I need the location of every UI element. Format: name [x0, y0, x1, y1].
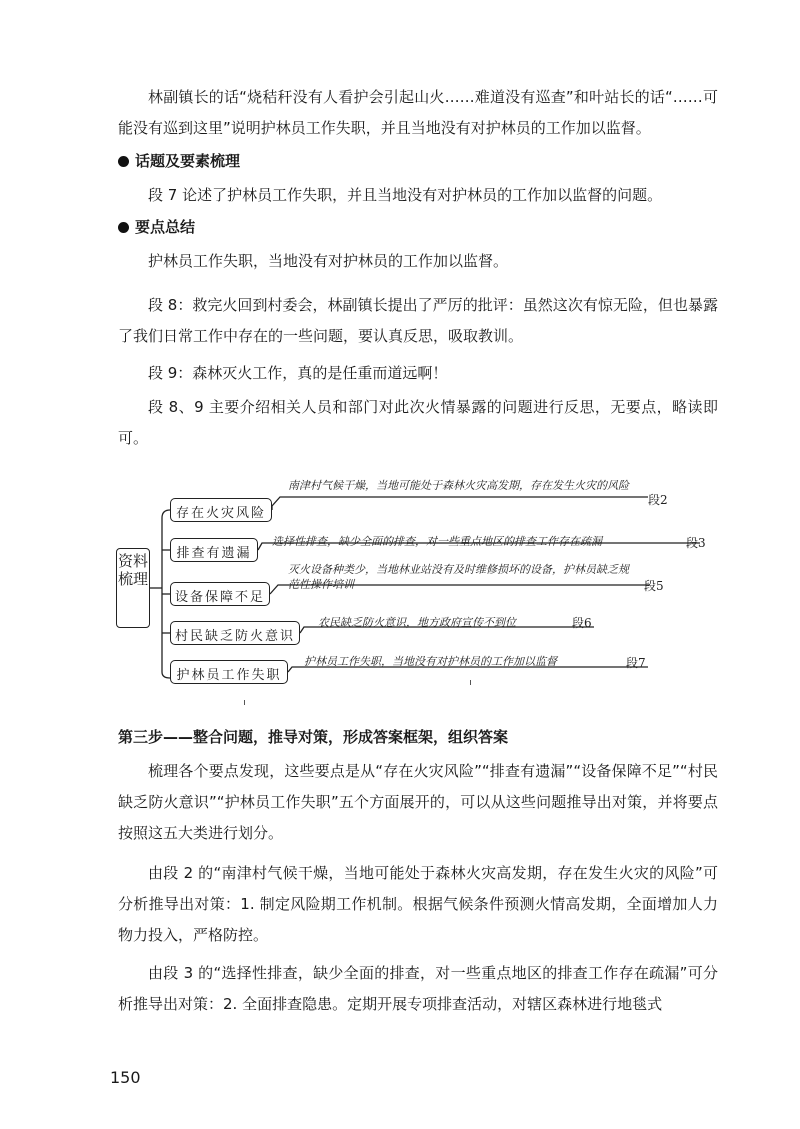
heading-summary-text: 要点总结	[135, 218, 196, 236]
branch-text-villagers: 农民缺乏防火意识，地方政府宣传不到位	[318, 616, 516, 629]
paragraph-8: 由段 2 的“南津村气候干燥，当地可能处于森林火灾高发期，存在发生火灾的风险”可分析推导出对策：1. 制定风险期工作机制。根据气候条件预测火情高发期，全面增加人力物力投入，严格防控。	[118, 864, 718, 944]
branch-text-fire-risk: 南津村气候干燥，当地可能处于森林火灾高发期，存在发生火灾的风险	[288, 479, 629, 492]
heading-topic-text: 话题及要素梳理	[135, 152, 241, 170]
paragraph-6: 段 8、9 主要介绍相关人员和部门对此次火情暴露的问题进行反思，无要点，略读即可。	[118, 398, 718, 447]
branch-label-fire-risk: 存在火灾风险	[170, 498, 272, 522]
paragraph-5: 段 9：森林灭火工作，真的是任重而道远啊！	[148, 364, 448, 382]
paragraph-1: 林副镇长的话“烧秸秆没有人看护会引起山火……难道没有巡查”和叶站长的话“……可能没有巡到这里”说明护林员工作失职，并且当地没有对护林员的工作加以监督。	[118, 88, 718, 137]
branch-label-villagers: 村民缺乏防火意识	[170, 621, 300, 645]
branch-ref-villagers: 段6	[572, 616, 592, 630]
page-number: 150	[110, 1068, 141, 1087]
branch-label-equipment: 设备保障不足	[170, 582, 270, 606]
paragraph-3: 护林员工作失职，当地没有对护林员的工作加以监督。	[148, 252, 509, 270]
scan-mark	[244, 700, 245, 705]
scan-mark	[470, 680, 471, 685]
branch-text-inspection: 选择性排查，缺少全面的排查，对一些重点地区的排查工作存在疏漏	[272, 535, 602, 548]
paragraph-9: 由段 3 的“选择性排查，缺少全面的排查，对一些重点地区的排查工作存在疏漏”可分析推导出对策：2. 全面排查隐患。定期开展专项排查活动，对辖区森林进行地毯式	[118, 964, 718, 1013]
branch-ref-inspection: 段3	[686, 536, 706, 550]
branch-ref-fire-risk: 段2	[648, 493, 668, 507]
branch-text-rangers: 护林员工作失职，当地没有对护林员的工作加以监督	[304, 655, 557, 668]
paragraph-2: 段 7 论述了护林员工作失职，并且当地没有对护林员的工作加以监督的问题。	[148, 186, 663, 204]
step3-title: 第三步——整合问题，推导对策，形成答案框架，组织答案	[118, 728, 509, 746]
branch-label-inspection: 排查有遗漏	[170, 538, 258, 562]
branch-label-rangers: 护林员工作失职	[170, 660, 288, 684]
branch-ref-equipment: 段5	[644, 579, 664, 593]
branch-text-equipment: 灭火设备种类少，当地林业站没有及时维修损坏的设备，护林员缺乏规范性操作培训	[288, 563, 629, 591]
branch-ref-rangers: 段7	[626, 656, 646, 670]
paragraph-7: 梳理各个要点发现，这些要点是从“存在火灾风险”“排查有遗漏”“设备保障不足”“村民缺乏防火意识”“护林员工作失职”五个方面展开的，可以从这些问题推导出对策，并将要点按照这五大类进行划分。	[118, 762, 718, 842]
mindmap-root: 资料梳理	[116, 548, 150, 628]
paragraph-4: 段 8：救完火回到村委会，林副镇长提出了严厉的批评：虽然这次有惊无险，但也暴露了我们日常工作中存在的一些问题，要认真反思，吸取教训。	[118, 296, 718, 345]
